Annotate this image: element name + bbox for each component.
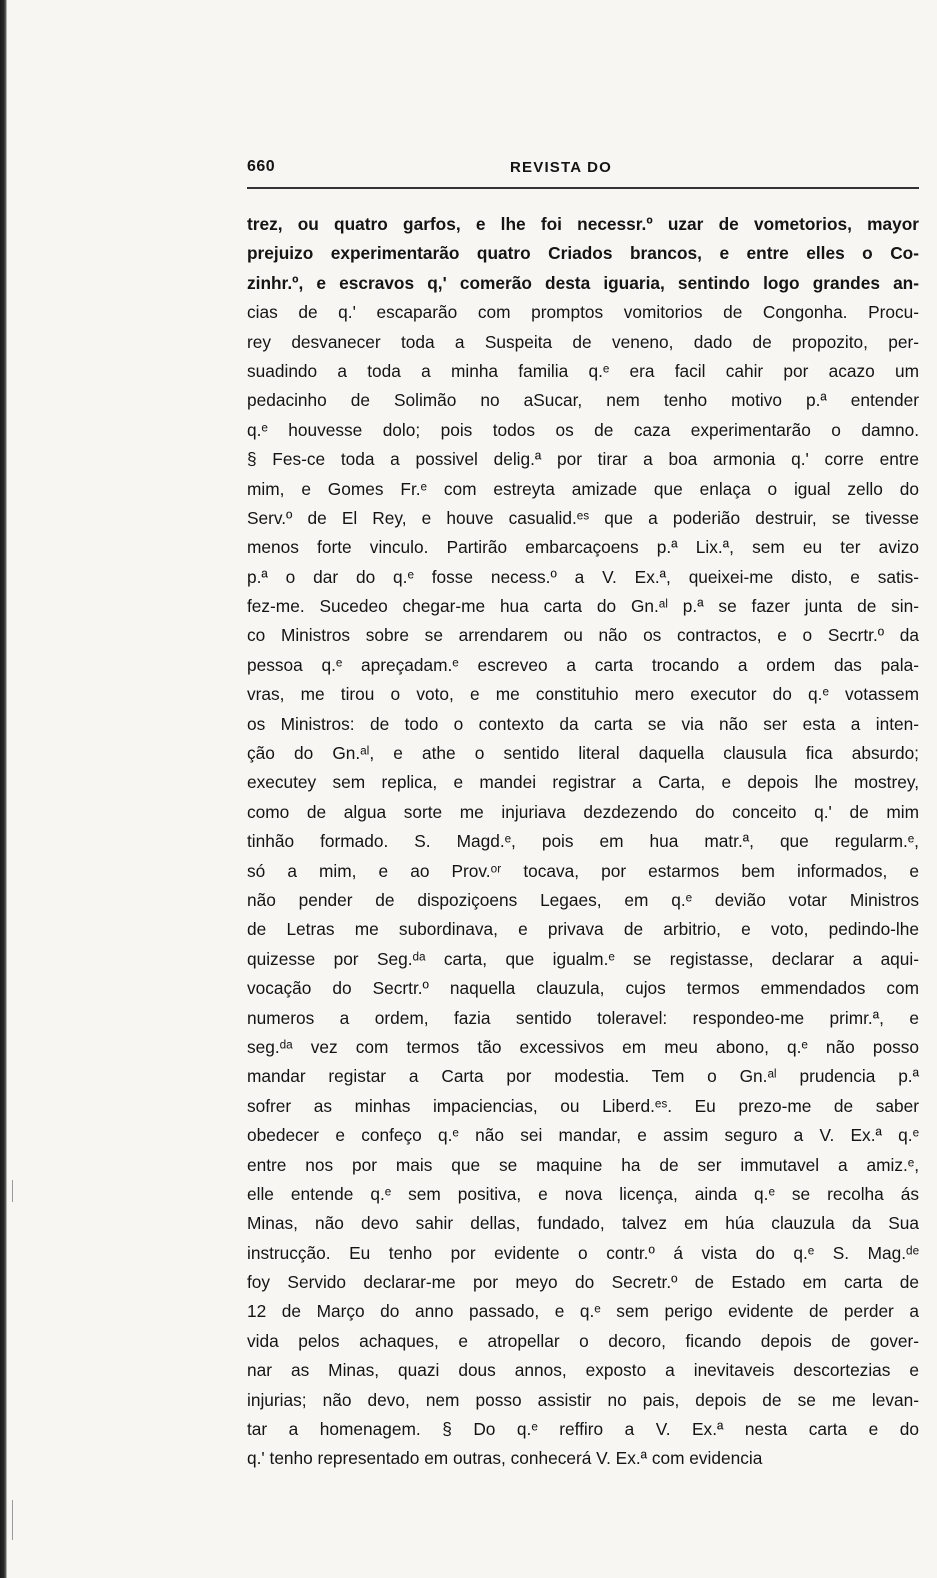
scan-edge-shadow [0,0,7,1578]
text-line: de Letras me subordinava, e privava de arbitrio, e voto, pedindo-lhe [247,919,919,940]
text-line: mim, e Gomes Fr.ᵉ com estreyta amizade que enlaça o igual zello do [247,478,919,499]
text-line: ção do Gn.ᵃˡ, e athe o sentido literal daquella clausula fica absurdo; [247,743,919,764]
text-line: p.ª o dar do q.ᵉ fosse necess.º a V. Ex.ª, queixei-me disto, e satis- [247,566,919,587]
text-line: sofrer as minhas impaciencias, ou Liberd.ᵉˢ. Eu prezo-me de saber [247,1095,919,1116]
text-line: trez, ou quatro garfos, e lhe foi necessr.º uzar de vometorios, mayor [247,214,919,234]
text-line: rey desvanecer toda a Suspeita de veneno, dado de propozito, per- [247,331,919,352]
text-line: como de algua sorte me injuriava dezdezendo do conceito q.' de mim [247,801,919,822]
text-line: vocação do Secrtr.º naquella clauzula, cujos termos emmendados com [247,978,919,999]
text-line: suadindo a toda a minha familia q.ᵉ era facil cahir por acazo um [247,360,919,381]
text-line: menos forte vinculo. Partirão embarcaçoens p.ª Lix.ª, sem eu ter avizo [247,537,919,558]
text-line: vras, me tirou o voto, e me constituhio mero executor do q.ᵉ votassem [247,684,919,705]
text-line: injurias; não devo, nem posso assistir no pais, depois de se me levan- [247,1389,919,1410]
text-line: nar as Minas, quazi dous annos, exposto a inevitaveis descortezias e [247,1360,919,1381]
text-line: 12 de Março do anno passado, e q.ᵉ sem perigo evidente de perder a [247,1301,919,1322]
text-line: não pender de dispoziçoens Legaes, em q.ᵉ devião votar Ministros [247,889,919,910]
text-line: entre nos por mais que se maquine ha de ser immutavel a amiz.ᵉ, [247,1154,919,1175]
text-line: instrucção. Eu tenho por evidente o contr.º á vista do q.ᵉ S. Mag.ᵈᵉ [247,1242,919,1263]
text-line: executey sem replica, e mandei registrar a Carta, e depois lhe mostrey, [247,772,919,793]
text-line: mandar registar a Carta por modestia. Tem o Gn.ᵃˡ prudencia p.ª [247,1066,919,1087]
text-line: quizesse por Seg.ᵈᵃ carta, que igualm.ᵉ se registasse, declarar a aqui- [247,948,919,969]
text-line: fez-me. Sucedeo chegar-me hua carta do Gn.ᵃˡ p.ª se fazer junta de sin- [247,596,919,617]
scan-edge-mark [12,1180,13,1202]
text-line: seg.ᵈᵃ vez com termos tão excessivos em meu abono, q.ᵉ não posso [247,1036,919,1057]
text-line: obedecer e confeço q.ᵉ não sei mandar, e assim seguro a V. Ex.ª q.ᵉ [247,1125,919,1146]
body-text [247,210,919,1474]
scan-edge-mark [12,1500,13,1540]
text-line: Minas, não devo sahir dellas, fundado, talvez em húa clauzula da Sua [247,1213,919,1234]
text-line: foy Servido declarar-me por meyo do Secretr.º de Estado em carta de [247,1272,919,1293]
text-line: Serv.º de El Rey, e houve casualid.ᵉˢ que a poderião destruir, se tivesse [247,507,919,528]
text-line: numeros a ordem, fazia sentido toleravel: respondeo-me primr.ª, e [247,1007,919,1028]
text-line: prejuizo experimentarão quatro Criados brancos, e entre elles o Co- [247,243,919,264]
text-line: só a mim, e ao Prov.ᵒʳ tocava, por estarmos bem informados, e [247,860,919,881]
header-rule [247,187,919,189]
text-line: § Fes-ce toda a possivel delig.ª por tirar a boa armonia q.' corre entre [247,449,919,470]
text-line: cias de q.' escaparão com promptos vomitorios de Congonha. Procu- [247,302,919,323]
text-line: zinhr.º, e escravos q,' comerão desta iguaria, sentindo logo grandes an- [247,272,919,293]
text-line: elle entende q.ᵉ sem positiva, e nova licença, ainda q.ᵉ se recolha ás [247,1183,919,1204]
text-line: q.' tenho representado em outras, conhecerá V. Ex.ª com evidencia [247,1448,763,1469]
running-title: REVISTA DO [510,159,613,176]
text-line: os Ministros: de todo o contexto da carta se via não ser esta a inten- [247,713,919,734]
page-header [247,153,919,179]
text-line: tinhão formado. S. Magd.ᵉ, pois em hua matr.ª, que regularm.ᵉ, [247,831,919,852]
text-line: tar a homenagem. § Do q.ᵉ reffiro a V. Ex.ª nesta carta e do [247,1419,919,1440]
page-number: 660 [247,158,276,175]
text-line: q.ᵉ houvesse dolo; pois todos os de caza experimentarão o damno. [247,419,919,440]
text-line: vida pelos achaques, e atropellar o decoro, ficando depois de gover- [247,1330,919,1351]
text-line: pedacinho de Solimão no aSucar, nem tenho motivo p.ª entender [247,390,919,411]
text-line: pessoa q.ᵉ apreçadam.ᵉ escreveo a carta trocando a ordem das pala- [247,654,919,675]
text-line: co Ministros sobre se arrendarem ou não os contractos, e o Secrtr.º da [247,625,919,646]
